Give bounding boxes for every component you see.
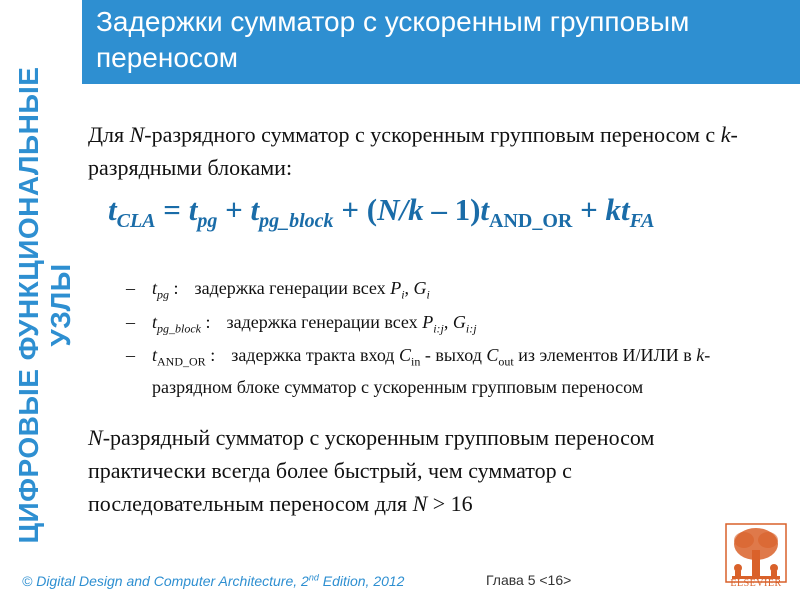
elsevier-wordmark: ELSEVIER [730,578,782,589]
list-item: – $t_{AND\_OR}$ : задержка тракта вход $C_{in}$ - выход $C_{out}$ из элементов И/ИЛИ в k-разрядном блоке сумматор с ускоренным групповым переносом [126,345,711,397]
sidebar-section-title [13,67,77,544]
sidebar-line-2: УЗЛЫ [45,263,76,347]
sidebar-line-1: ЦИФРОВЫЕ ФУНКЦИОНАЛЬНЫЕ [13,66,44,544]
list-item: – $t_{pg}$ : задержка генерации всех $P_i$, $G_i$ [126,278,430,302]
delay-formula: $t_{CLA} = t_{pg} + t_{pg\_block} + (N/k - 1)t_{AND\_OR} + kt_{FA}$ [108,192,655,233]
list-item: – $t_{pg\_block}$ : задержка генерации всех $P_{i:j}$, $G_{i:j}$ [126,311,477,336]
intro-paragraph: Для N-разрядного сумматор с ускоренным групповым переносом с k-разрядными блоками: [88,122,738,180]
slide-title: Задержки сумматор с ускоренным групповым переносом [96,6,690,73]
conclusion-paragraph: N-разрядный сумматор с ускоренным групповым переносом практически всегда более быстрый, чем сумматор с последовательным переносом для N > 16 [88,425,655,516]
footer-copyright: © Digital Design and Computer Architecture, 2nd Edition, 2012 [22,572,405,589]
sidebar [0,0,82,600]
footer-chapter: Глава 5 <16> [486,572,572,588]
definition-list [126,276,786,402]
